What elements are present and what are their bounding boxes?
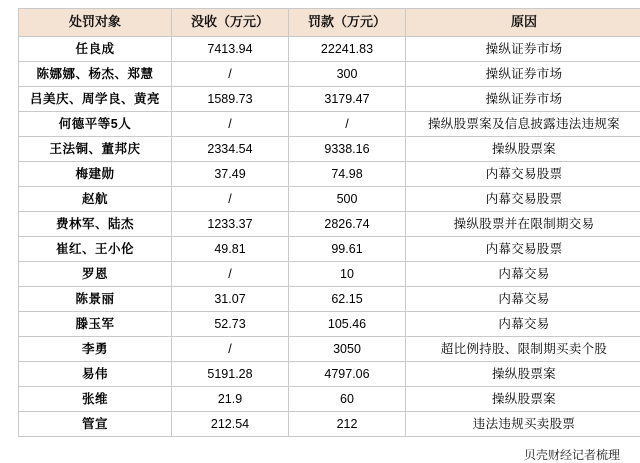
column-header-reason: 原因 xyxy=(406,9,640,37)
cell-confiscate: 52.73 xyxy=(172,312,289,337)
cell-target: 滕玉军 xyxy=(19,312,172,337)
cell-reason: 操纵股票案 xyxy=(406,362,640,387)
cell-target: 张维 xyxy=(19,387,172,412)
cell-reason: 内幕交易股票 xyxy=(406,237,640,262)
cell-confiscate: 49.81 xyxy=(172,237,289,262)
cell-target: 任良成 xyxy=(19,37,172,62)
table-row xyxy=(19,212,640,237)
cell-fine: 74.98 xyxy=(289,162,406,187)
cell-target: 崔红、王小伦 xyxy=(19,237,172,262)
table-row xyxy=(19,87,640,112)
table-body xyxy=(19,37,640,437)
cell-fine: 500 xyxy=(289,187,406,212)
column-header-fine: 罚款（万元） xyxy=(289,9,406,37)
table-row xyxy=(19,362,640,387)
cell-confiscate: 7413.94 xyxy=(172,37,289,62)
cell-reason: 操纵证券市场 xyxy=(406,37,640,62)
cell-target: 费林军、陆杰 xyxy=(19,212,172,237)
cell-fine: 22241.83 xyxy=(289,37,406,62)
cell-confiscate: 5191.28 xyxy=(172,362,289,387)
cell-fine: 62.15 xyxy=(289,287,406,312)
cell-reason: 内幕交易股票 xyxy=(406,162,640,187)
cell-confiscate: / xyxy=(172,62,289,87)
table-header-row xyxy=(19,9,640,37)
cell-fine: 60 xyxy=(289,387,406,412)
table-row xyxy=(19,237,640,262)
table-row xyxy=(19,112,640,137)
cell-confiscate: 212.54 xyxy=(172,412,289,437)
cell-fine: 105.46 xyxy=(289,312,406,337)
cell-target: 王法铜、董邦庆 xyxy=(19,137,172,162)
cell-reason: 操纵股票案及信息披露违法违规案 xyxy=(406,112,640,137)
cell-fine: 3179.47 xyxy=(289,87,406,112)
cell-confiscate: 1589.73 xyxy=(172,87,289,112)
cell-reason: 操纵股票案 xyxy=(406,137,640,162)
cell-reason: 操纵证券市场 xyxy=(406,87,640,112)
cell-confiscate: / xyxy=(172,112,289,137)
cell-target: 陈景丽 xyxy=(19,287,172,312)
cell-reason: 超比例持股、限制期买卖个股 xyxy=(406,337,640,362)
cell-fine: 99.61 xyxy=(289,237,406,262)
table-row xyxy=(19,387,640,412)
table-row xyxy=(19,37,640,62)
table-row xyxy=(19,262,640,287)
cell-fine: 9338.16 xyxy=(289,137,406,162)
cell-reason: 内幕交易 xyxy=(406,287,640,312)
cell-target: 易伟 xyxy=(19,362,172,387)
cell-confiscate: / xyxy=(172,187,289,212)
cell-reason: 操纵股票并在限制期交易 xyxy=(406,212,640,237)
cell-target: 李勇 xyxy=(19,337,172,362)
cell-reason: 内幕交易股票 xyxy=(406,187,640,212)
column-header-confiscate: 没收（万元） xyxy=(172,9,289,37)
column-header-target: 处罚对象 xyxy=(19,9,172,37)
cell-reason: 操纵证券市场 xyxy=(406,62,640,87)
table-row xyxy=(19,287,640,312)
table-row xyxy=(19,137,640,162)
cell-target: 罗恩 xyxy=(19,262,172,287)
cell-target: 赵航 xyxy=(19,187,172,212)
table-row xyxy=(19,312,640,337)
cell-confiscate: 37.49 xyxy=(172,162,289,187)
cell-reason: 操纵股票案 xyxy=(406,387,640,412)
cell-fine: 2826.74 xyxy=(289,212,406,237)
cell-confiscate: 2334.54 xyxy=(172,137,289,162)
cell-confiscate: 1233.37 xyxy=(172,212,289,237)
penalty-table xyxy=(18,8,640,437)
cell-fine: 3050 xyxy=(289,337,406,362)
table-row xyxy=(19,62,640,87)
cell-reason: 内幕交易 xyxy=(406,262,640,287)
table-header xyxy=(19,9,640,37)
cell-target: 梅建勋 xyxy=(19,162,172,187)
cell-reason: 内幕交易 xyxy=(406,312,640,337)
cell-confiscate: / xyxy=(172,262,289,287)
cell-fine: / xyxy=(289,112,406,137)
cell-fine: 10 xyxy=(289,262,406,287)
table-row xyxy=(19,337,640,362)
table-row xyxy=(19,412,640,437)
cell-fine: 4797.06 xyxy=(289,362,406,387)
cell-target: 吕美庆、周学良、黄亮 xyxy=(19,87,172,112)
source-credit: 贝壳财经记者梳理 xyxy=(18,446,622,463)
cell-confiscate: 31.07 xyxy=(172,287,289,312)
cell-target: 管宣 xyxy=(19,412,172,437)
cell-target: 陈娜娜、杨杰、郑慧 xyxy=(19,62,172,87)
cell-target: 何德平等5人 xyxy=(19,112,172,137)
table-row xyxy=(19,187,640,212)
cell-fine: 212 xyxy=(289,412,406,437)
cell-confiscate: 21.9 xyxy=(172,387,289,412)
cell-fine: 300 xyxy=(289,62,406,87)
cell-reason: 违法违规买卖股票 xyxy=(406,412,640,437)
table-row xyxy=(19,162,640,187)
cell-confiscate: / xyxy=(172,337,289,362)
